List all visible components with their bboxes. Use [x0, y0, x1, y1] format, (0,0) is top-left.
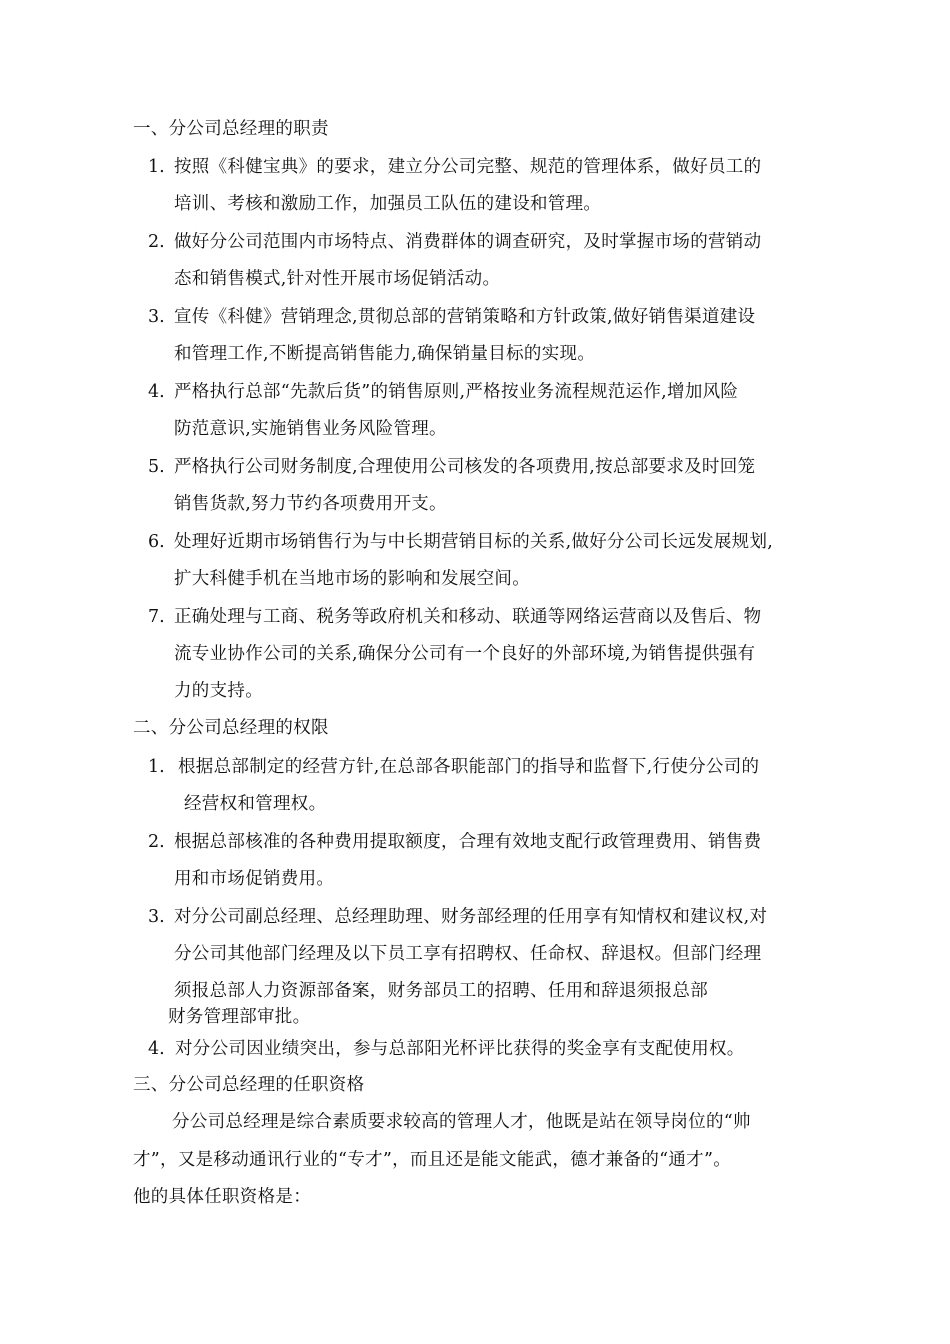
list-item-line: 处理好近期市场销售行为与中长期营销目标的关系,做好分公司长远发展规划, — [174, 532, 774, 552]
list-item-line: 用和市场促销费用。 — [174, 869, 335, 889]
paragraph-line: 他的具体任职资格是： — [133, 1187, 311, 1207]
list-item-line: 对分公司副总经理、总经理助理、财务部经理的任用享有知情权和建议权,对 — [174, 907, 768, 927]
list-number: 1. — [148, 157, 165, 177]
list-item-line: 正确处理与工商、税务等政府机关和移动、联通等网络运营商以及售后、物 — [174, 607, 762, 627]
section-heading: 一、分公司总经理的职责 — [133, 119, 329, 139]
section-heading: 二、分公司总经理的权限 — [133, 718, 329, 738]
list-number: 4. — [148, 382, 165, 402]
list-item-line: 财务管理部审批。 — [168, 1007, 311, 1027]
list-item-line: 根据总部核准的各种费用提取额度，合理有效地支配行政管理费用、销售费 — [174, 832, 762, 852]
list-item-line: 培训、考核和激励工作，加强员工队伍的建设和管理。 — [174, 194, 602, 214]
paragraph-line: 才”，又是移动通讯行业的“专才”，而且还是能文能武，德才兼备的“通才”。 — [133, 1150, 732, 1170]
paragraph-line: 分公司总经理是综合素质要求较高的管理人才，他既是站在领导岗位的“帅 — [172, 1112, 751, 1132]
list-item-line: 严格执行公司财务制度,合理使用公司核发的各项费用,按总部要求及时回笼 — [174, 457, 756, 477]
list-item-line: 严格执行总部“先款后货”的销售原则,严格按业务流程规范运作,增加风险 — [174, 382, 739, 402]
list-item-line: 扩大科健手机在当地市场的影响和发展空间。 — [174, 569, 530, 589]
list-item-line: 流专业协作公司的关系,确保分公司有一个良好的外部环境,为销售提供强有 — [174, 644, 756, 664]
list-item-line: 宣传《科健》营销理念,贯彻总部的营销策略和方针政策,做好销售渠道建设 — [174, 307, 756, 327]
list-number: 5. — [148, 457, 165, 477]
list-item-line: 按照《科健宝典》的要求，建立分公司完整、规范的管理体系，做好员工的 — [174, 157, 762, 177]
list-number: 1. — [148, 757, 165, 777]
list-number: 4. — [148, 1039, 165, 1059]
list-item-line: 力的支持。 — [174, 681, 263, 701]
list-item-line: 态和销售模式,针对性开展市场促销活动。 — [174, 269, 501, 289]
list-item-line: 对分公司因业绩突出，参与总部阳光杯评比获得的奖金享有支配使用权。 — [175, 1039, 745, 1059]
list-item-line: 防范意识,实施销售业务风险管理。 — [174, 419, 447, 439]
list-number: 2. — [148, 832, 165, 852]
list-number: 6. — [148, 532, 165, 552]
list-number: 7. — [148, 607, 165, 627]
section-heading: 三、分公司总经理的任职资格 — [133, 1075, 365, 1095]
list-number: 3. — [148, 307, 165, 327]
list-item-line: 须报总部人力资源部备案，财务部员工的招聘、任用和辞退须报总部 — [174, 981, 708, 1001]
list-item-line: 做好分公司范围内市场特点、消费群体的调查研究，及时掌握市场的营销动 — [174, 232, 762, 252]
list-number: 3. — [148, 907, 165, 927]
list-item-line: 分公司其他部门经理及以下员工享有招聘权、任命权、辞退权。但部门经理 — [174, 944, 762, 964]
list-item-line: 和管理工作,不断提高销售能力,确保销量目标的实现。 — [174, 344, 596, 364]
list-number: 2. — [148, 232, 165, 252]
list-item-line: 经营权和管理权。 — [184, 794, 327, 814]
list-item-line: 销售货款,努力节约各项费用开支。 — [174, 494, 447, 514]
list-item-line: 根据总部制定的经营方针,在总部各职能部门的指导和监督下,行使分公司的 — [178, 757, 760, 777]
